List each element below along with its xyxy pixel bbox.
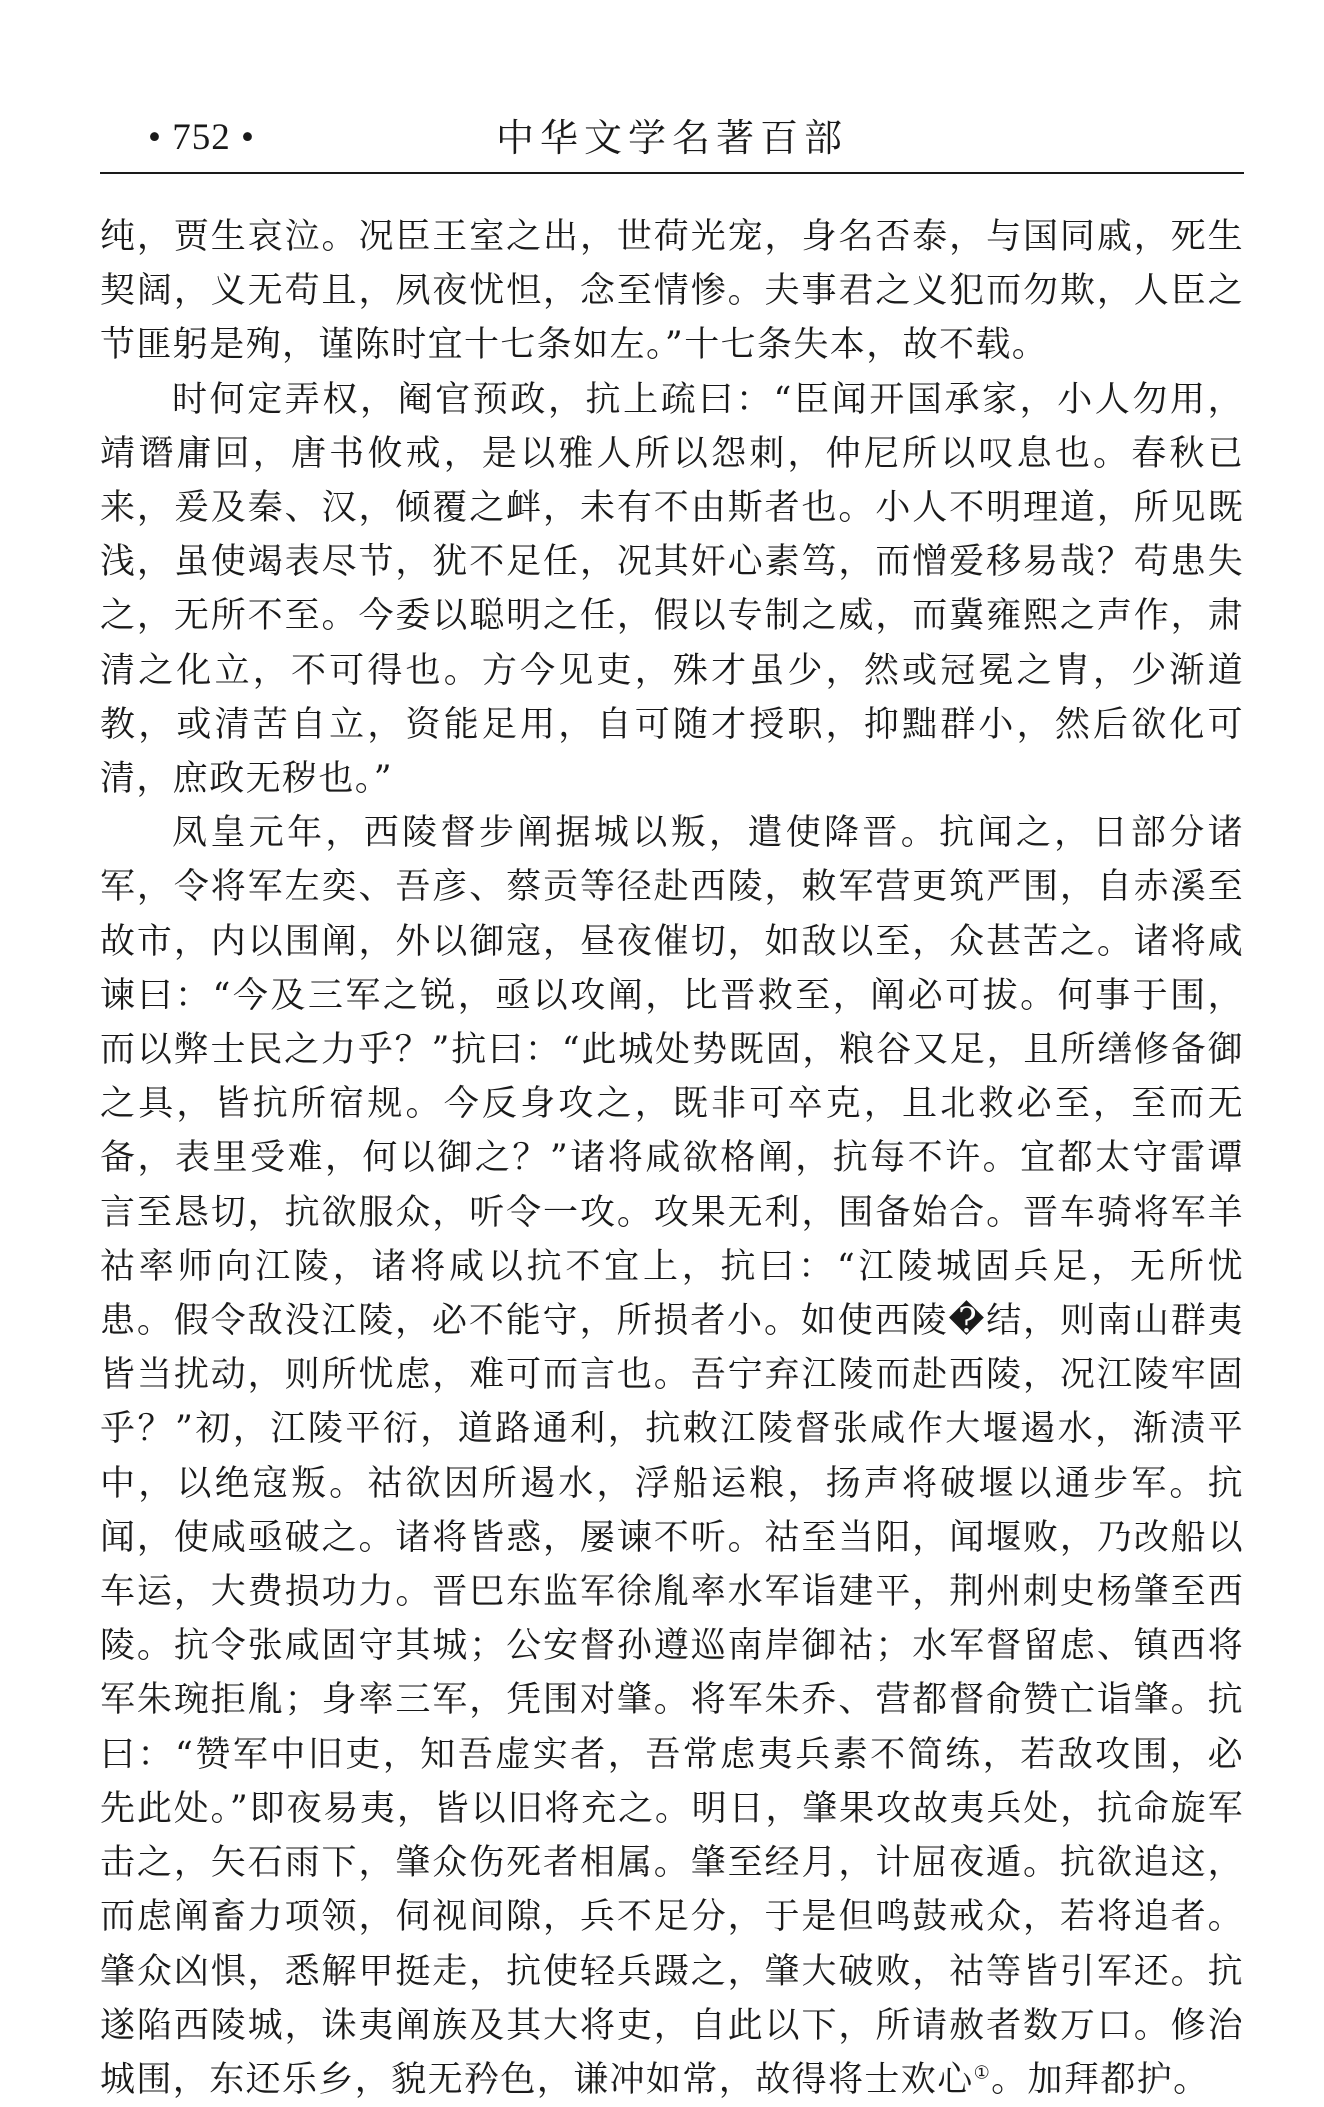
book-page (100, 0, 1244, 2100)
body-text (100, 210, 1244, 2107)
page-number: • 752 • (148, 117, 255, 158)
paragraph-xiling-text: 凤皇元年，西陵督步阐据城以叛，遣使降晋。抗闻之，日部分诸军，令将军左奕、吾彦、蔡贡等径赴西陵，敕军营更筑严围，自赤溪至故市，内以围阐，外以御寇，昼夜催切，如敌以至，众甚苦之。诸将咸谏曰：“今及三军之锐，亟以攻阐，比晋救至，阐必可拔。何事于围，而以弊士民之力乎？”抗曰：“此城处势既固，粮谷又足，且所缮修备御之具，皆抗所宿规。今反身攻之，既非可卒克，且北救必至，至而无备，表里受难，何以御之？”诸将咸欲格阐，抗每不许。宜都太守雷谭言至恳切，抗欲服众，听令一攻。攻果无利，围备始合。晋车骑将军羊祜率师向江陵，诸将咸以抗不宜上，抗曰：“江陵城固兵足，无所忧患。假令敌没江陵，必不能守，所损者小。如使西陵�结，则南山群夷皆当扰动，则所忧虑，难可而言也。吾宁弃江陵而赴西陵，况江陵牢固乎？”初，江陵平衍，道路通利，抗敕江陵督张咸作大堰遏水，渐渍平中，以绝寇叛。祜欲因所遏水，浮船运粮，扬声将破堰以通步军。抗闻，使咸亟破之。诸将皆惑，屡谏不听。祜至当阳，闻堰败，乃改船以车运，大费损功力。晋巴东监军徐胤率水军诣建平，荆州刺史杨肇至西陵。抗令张咸固守其城；公安督孙遵巡南岸御祜；水军督留虑、镇西将军朱琬拒胤；身率三军，凭围对肇。将军朱乔、营都督俞赞亡诣肇。抗曰：“赞军中旧吏，知吾虚实者，吾常虑夷兵素不简练，若敌攻围，必先此处。”即夜易夷，皆以旧将充之。明日，肇果攻故夷兵处，抗命旋军击之，矢石雨下，肇众伤死者相属。肇至经月，计屈夜遁。抗欲追这，而虑阐畜力项领，伺视间隙，兵不足分，于是但鸣鼓戒众，若将追者。肇众凶惧，悉解甲挺走，抗使轻兵蹑之，肇大破败，祜等皆引军还。抗遂陷西陵城，诛夷阐族及其大将吏，自此以下，所请赦者数万口。修治城围，东还乐乡，貌无矜色，谦冲如常，故得将士欢心 (100, 813, 1244, 2100)
book-title: 中华文学名著百部 (495, 116, 848, 160)
paragraph-xiling-campaign (100, 806, 1244, 2107)
footnote-marker[interactable]: ① (973, 2062, 992, 2084)
paragraph-continuation: 纯，贾生哀泣。况臣王室之出，世荷光宠，身名否泰，与国同戚，死生契阔，义无苟且，夙夜忧怛，念至情惨。夫事君之义犯而勿欺，人臣之节匪躬是殉，谨陈时宜十七条如左。”十七条失本，故不载。 (100, 217, 1244, 366)
paragraph-xiling-ending: 。加拜都护。 (991, 2059, 1210, 2100)
paragraph-memorial: 时何定弄权，阉官预政，抗上疏曰：“臣闻开国承家，小人勿用，靖谮庸回，唐书攸戒，是以雅人所以怨刺，仲尼所以叹息也。春秋已来，爰及秦、汉，倾覆之衅，未有不由斯者也。小人不明理道，所见既浅，虽使竭表尽节，犹不足任，况其奸心素笃，而憎爱移易哉？苟患失之，无所不至。今委以聪明之任，假以专制之威，而冀雍熙之声作，肃清之化立，不可得也。方今见吏，殊才虽少，然或冠冕之胄，少渐道教，或清苦自立，资能足用，自可随才授职，抑黜群小，然后欲化可清，庶政无秽也。” (100, 379, 1244, 800)
running-header (100, 112, 1244, 174)
